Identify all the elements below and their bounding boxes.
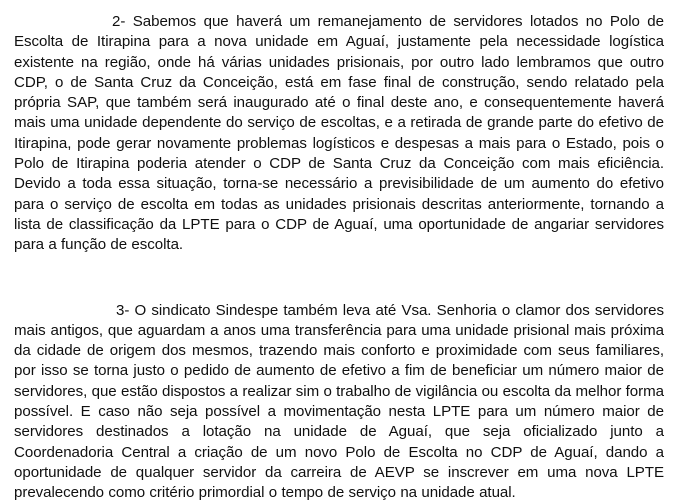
paragraph-3-text: 3- O sindicato Sindespe também leva até Vsa. Senhoria o clamor dos servidores mais antigos, que aguardam a anos uma transferência para uma unidade prisional mais próxima da cidade de origem dos mesmos, trazendo mais conforto e proximidade com seus familiares, por isso se torna justo o pedido de aumento de efetivo a fim de beneficiar um número maior de servidores, que estão dispostos a realizar sim o trabalho de vigilância ou escolta da melhor forma possível. E caso não seja possível a movimentação nesta LPTE para um número maior de servidores destinados a lotação na unidade de Aguaí, que seja oficializado junto a Coordenadoria Central a criação de um novo Polo de Escolta no CDP de Aguaí, dando a oportunidade de qualquer servidor da carreira de AEVP se inscrever em uma nova LPTE prevalecendo como critério primordial o tempo de serviço na unidade atual.	[14, 301, 664, 502]
paragraph-2-text: 2- Sabemos que haverá um remanejamento de servidores lotados no Polo de Escolta de Itirapina para a nova unidade em Aguaí, justamente pela necessidade logística existente na região, onde há várias unidades prisionais, por outro lado lembramos que outro CDP, o de Santa Cruz da Conceição, está em fase final de construção, sendo relatado pela própria SAP, que também será inaugurado até o final deste ano, e consequentemente haverá mais uma unidade dependente do serviço de escoltas, e a retirada de grande parte do efetivo de Itirapina, pode gerar novamente problemas logísticos e despesas a mais para o Estado, pois o Polo de Itirapina poderia atender o CDP de Santa Cruz da Conceição com mais eficiência. Devido a toda essa situação, torna-se necessário a previsibilidade de um aumento do efetivo para o serviço de escolta em todas as unidades prisionais descritas anteriormente, tornando a lista de classificação da LPTE para o CDP de Aguaí, uma oportunidade de angariar servidores para a função de escolta.	[14, 13, 664, 254]
paragraph-3	[14, 301, 664, 504]
paragraph-2	[14, 12, 664, 256]
